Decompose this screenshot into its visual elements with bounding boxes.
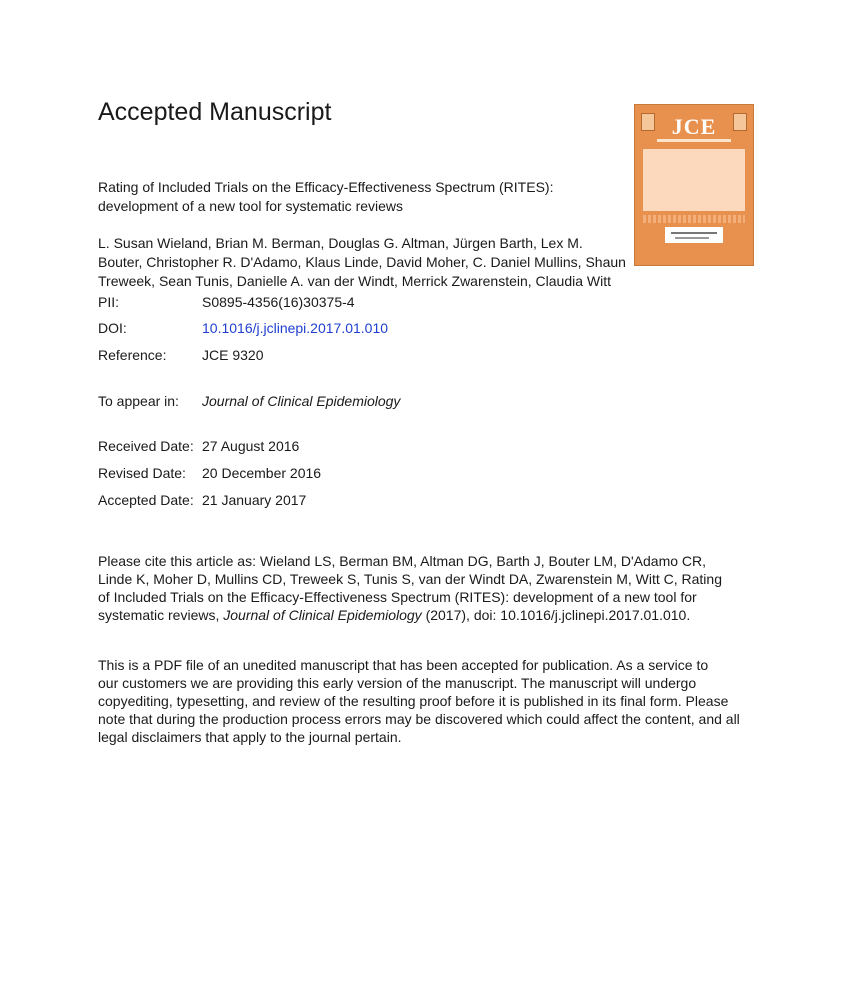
pii-value: S0895-4356(16)30375-4 <box>202 294 355 310</box>
cover-label-box <box>665 227 723 243</box>
revised-date: 20 December 2016 <box>202 465 322 481</box>
author-line: Treweek, Sean Tunis, Danielle A. van der Windt, Merrick Zwarenstein, Claudia Witt <box>98 273 612 289</box>
cover-panel <box>643 149 745 211</box>
citation-line-prefix: systematic reviews, <box>98 607 224 623</box>
article-title-line: development of a new tool for systematic reviews <box>98 198 404 214</box>
reference-label: Reference: <box>98 347 167 363</box>
author-line: L. Susan Wieland, Brian M. Berman, Douglas G. Altman, Jürgen Barth, Lex M. <box>98 235 583 251</box>
disclaimer-line: copyediting, typesetting, and review of the resulting proof before it is published in its final form. Please <box>98 693 729 709</box>
citation-line-suffix: (2017), doi: 10.1016/j.jclinepi.2017.01.010. <box>421 607 691 623</box>
author-list <box>98 234 638 291</box>
citation-journal: Journal of Clinical Epidemiology <box>223 607 422 623</box>
article-title-line: Rating of Included Trials on the Efficacy-Effectiveness Spectrum (RITES): <box>98 179 554 195</box>
pii-label: PII: <box>98 294 120 310</box>
revised-label: Revised Date: <box>98 465 186 481</box>
cover-subtitle-bar <box>657 139 731 142</box>
received-label: Received Date: <box>98 438 194 454</box>
reference-value: JCE 9320 <box>202 347 264 363</box>
journal-cover-image <box>634 104 754 266</box>
page-title: Accepted Manuscript <box>98 98 332 126</box>
article-title <box>98 178 618 216</box>
doi-link[interactable]: 10.1016/j.jclinepi.2017.01.010 <box>202 320 389 336</box>
citation-line: Linde K, Moher D, Mullins CD, Treweek S, Tunis S, van der Windt DA, Zwarenstein M, Witt C, Rating <box>98 571 722 587</box>
doi-label: DOI: <box>98 320 127 336</box>
society-logo-icon <box>733 113 747 131</box>
citation-line: of Included Trials on the Efficacy-Effectiveness Spectrum (RITES): development of a new tool for <box>98 589 697 605</box>
citation-line: Please cite this article as: Wieland LS, Berman BM, Altman DG, Barth J, Bouter LM, D'Adamo CR, <box>98 553 707 569</box>
cover-journal-abbrev: JCE <box>671 114 717 139</box>
received-date: 27 August 2016 <box>202 438 300 454</box>
disclaimer-line: This is a PDF file of an unedited manuscript that has been accepted for publication. As a service to <box>98 657 709 673</box>
author-line: Bouter, Christopher R. D'Adamo, Klaus Linde, David Moher, C. Daniel Mullins, Shaun <box>98 254 626 270</box>
disclaimer-line: our customers we are providing this early version of the manuscript. The manuscript will undergo <box>98 675 697 691</box>
citation-paragraph <box>98 552 738 624</box>
accepted-date: 21 January 2017 <box>202 492 307 508</box>
disclaimer-paragraph <box>98 656 758 746</box>
appear-in-label: To appear in: <box>98 393 179 409</box>
disclaimer-line: legal disclaimers that apply to the journal pertain. <box>98 729 402 745</box>
cover-fineprint <box>643 215 745 223</box>
accepted-label: Accepted Date: <box>98 492 194 508</box>
disclaimer-line: note that during the production process errors may be discovered which could affect the content, and all <box>98 711 740 727</box>
journal-name: Journal of Clinical Epidemiology <box>202 393 401 409</box>
